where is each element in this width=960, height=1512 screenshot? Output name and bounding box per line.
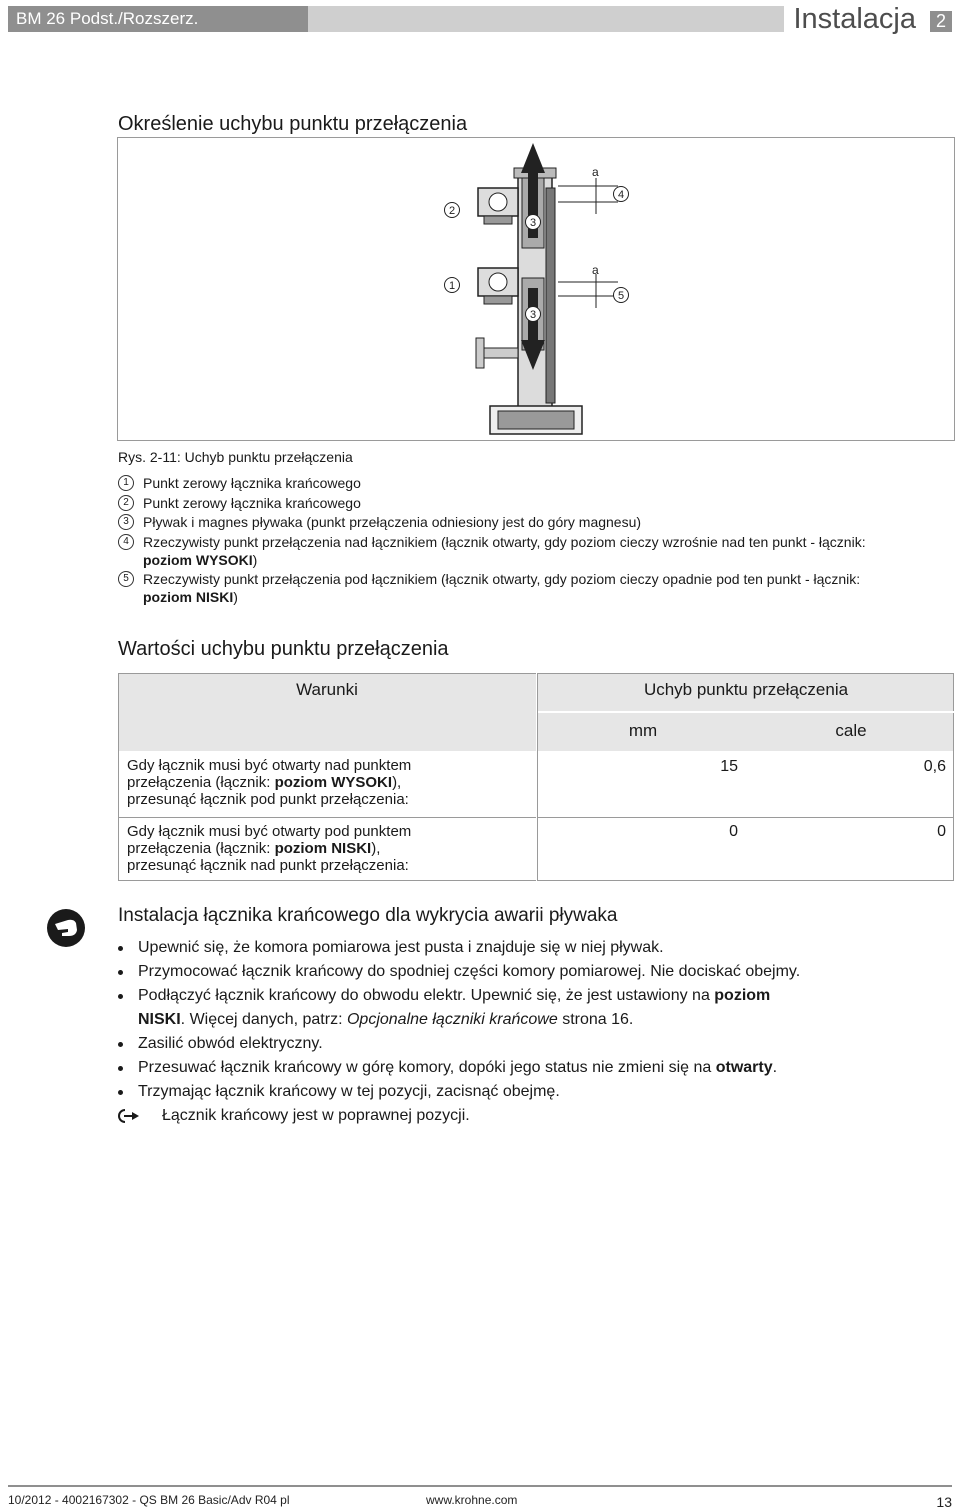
- result-arrow-icon: [118, 1109, 140, 1123]
- bullet-icon: [118, 1090, 123, 1095]
- bullet-icon: [118, 970, 123, 975]
- section-title-values: Wartości uchybu punktu przełączenia: [118, 638, 449, 660]
- condition-line: przesunąć łącznik pod punkt przełączenia:: [127, 791, 409, 808]
- diagram-label-1: 1: [448, 280, 456, 292]
- bullet-icon: [118, 946, 123, 951]
- indicator-rail: [546, 188, 555, 403]
- table-header-mm: mm: [628, 721, 658, 740]
- condition-line-end: ),: [371, 840, 381, 857]
- diagram-label-a-lower: a: [592, 263, 599, 277]
- legend-number: 4: [118, 534, 134, 550]
- bullet-icon: [118, 994, 123, 999]
- step-text-part: strona 16.: [557, 1011, 634, 1028]
- result-text: Łącznik krańcowy jest w poprawnej pozycji.: [162, 1107, 470, 1124]
- step-text-part: . Więcej danych, patrz:: [180, 1011, 347, 1028]
- table-header-deviation: Uchyb punktu przełączenia: [643, 680, 849, 699]
- condition-line: Gdy łącznik musi być otwarty pod punktem: [127, 823, 412, 840]
- footer-divider: [8, 1485, 952, 1487]
- footer-website: www.krohne.com: [426, 1493, 518, 1507]
- diagram-label-3-lower: 3: [529, 309, 537, 321]
- step-text-bold: poziom: [714, 987, 771, 1004]
- legend-text-close: ): [252, 551, 258, 568]
- diagram-label-a-upper: a: [592, 165, 599, 179]
- legend-item: [118, 533, 958, 569]
- legend-item: [118, 513, 958, 531]
- legend-text: Rzeczywisty punkt przełączenia pod łącznikiem (łącznik otwarty, gdy poziom cieczy opadnie pod ten punkt - łącznik:: [143, 571, 861, 587]
- cross-reference-link[interactable]: Opcjonalne łączniki krańcowe: [346, 1011, 558, 1028]
- bullet-icon: [118, 1066, 123, 1071]
- diagram-label-5: 5: [617, 290, 625, 302]
- legend-text: Punkt zerowy łącznika krańcowego: [143, 475, 361, 491]
- condition-line-end: ),: [392, 774, 402, 791]
- diagram-label-4: 4: [617, 189, 625, 201]
- legend-text: Rzeczywisty punkt przełączenia nad łącznikiem (łącznik otwarty, gdy poziom cieczy wzrośnie nad ten punkt - łącznik:: [143, 533, 866, 550]
- step-text: [138, 986, 770, 1006]
- section-title-determination: Określenie uchybu punktu przełączenia: [118, 113, 468, 135]
- page-header: [8, 3, 952, 35]
- header-chapter-title: Instalacja: [793, 3, 916, 35]
- legend-level-high: poziom WYSOKI: [143, 551, 253, 568]
- condition-line: przełączenia (łącznik:: [127, 774, 275, 791]
- step-text: Upewnić się, że komora pomiarowa jest pusta i znajduje się w niej pływak.: [138, 939, 664, 956]
- section-title-install: Instalacja łącznika krańcowego dla wykrycia awarii pływaka: [118, 905, 618, 926]
- table-row-high-inch: 0,6: [923, 758, 946, 775]
- table-header-conditions: Warunki: [296, 680, 358, 699]
- table-row-high-mm: 15: [720, 758, 738, 775]
- condition-level: poziom WYSOKI: [274, 774, 393, 791]
- header-chapter-number: 2: [930, 11, 952, 32]
- legend-number: 3: [118, 514, 134, 530]
- legend-item: [118, 494, 958, 512]
- diagram-label-3-upper: 3: [529, 217, 537, 229]
- legend-number: 2: [118, 495, 134, 511]
- footer-page-number: 13: [936, 1494, 952, 1510]
- legend-text-close: ): [233, 589, 238, 605]
- header-product: BM 26 Podst./Rozszerz.: [8, 6, 308, 32]
- step-text-part: Przesuwać łącznik krańcowy w górę komory, dopóki jego status nie zmieni się na: [138, 1059, 716, 1076]
- step-text-part: .: [772, 1059, 778, 1076]
- deviation-table: [118, 673, 954, 881]
- footer-document-id: 10/2012 - 4002167302 - QS BM 26 Basic/Adv R04 pl: [8, 1493, 290, 1507]
- step-text: [138, 1058, 777, 1078]
- legend-number: 1: [118, 475, 134, 491]
- table-header-inch: cale: [835, 721, 867, 740]
- step-text: Zasilić obwód elektryczny.: [138, 1035, 323, 1052]
- step-text-bold: NISKI: [138, 1011, 181, 1028]
- step-text-part: Podłączyć łącznik krańcowy do obwodu elektr. Upewnić się, że jest ustawiony na: [138, 987, 715, 1004]
- diagram-label-2: 2: [448, 205, 456, 217]
- legend-level-low: poziom NISKI: [143, 589, 234, 605]
- table-row-condition-high: [127, 757, 532, 808]
- step-text: Trzymając łącznik krańcowy w tej pozycji, zacisnąć obejmę.: [138, 1083, 560, 1100]
- legend-item: [118, 474, 958, 492]
- condition-level: poziom NISKI: [274, 840, 372, 857]
- step-text-bold: otwarty: [715, 1059, 773, 1076]
- table-row-low-mm: 0: [729, 823, 738, 840]
- legend-item: [118, 570, 958, 606]
- figure-switch-deviation: [117, 137, 955, 441]
- condition-line: Gdy łącznik musi być otwarty nad punktem: [127, 757, 412, 774]
- side-nozzle: [482, 348, 518, 358]
- float-chamber-diagram: [118, 138, 956, 442]
- figure-caption: Rys. 2-11: Uchyb punktu przełączenia: [118, 449, 353, 465]
- condition-line: przesunąć łącznik nad punkt przełączenia:: [127, 857, 409, 874]
- table-row-low-inch: 0: [937, 823, 946, 840]
- header-bar: [308, 6, 784, 32]
- legend-text: Pływak i magnes pływaka (punkt przełączenia odniesiony jest do góry magnesu): [143, 514, 642, 530]
- table-row-condition-low: [127, 823, 532, 874]
- condition-line: przełączenia (łącznik:: [127, 840, 275, 857]
- legend-number: 5: [118, 571, 134, 587]
- step-text: [138, 1010, 633, 1030]
- step-text: Przymocować łącznik krańcowy do spodniej części komory pomiarowej. Nie dociskać obejmy.: [138, 963, 801, 980]
- hand-warning-icon: [46, 908, 86, 948]
- side-flange: [476, 338, 484, 368]
- legend-text: Punkt zerowy łącznika krańcowego: [143, 494, 361, 511]
- bullet-icon: [118, 1042, 123, 1047]
- figure-legend: [118, 474, 958, 608]
